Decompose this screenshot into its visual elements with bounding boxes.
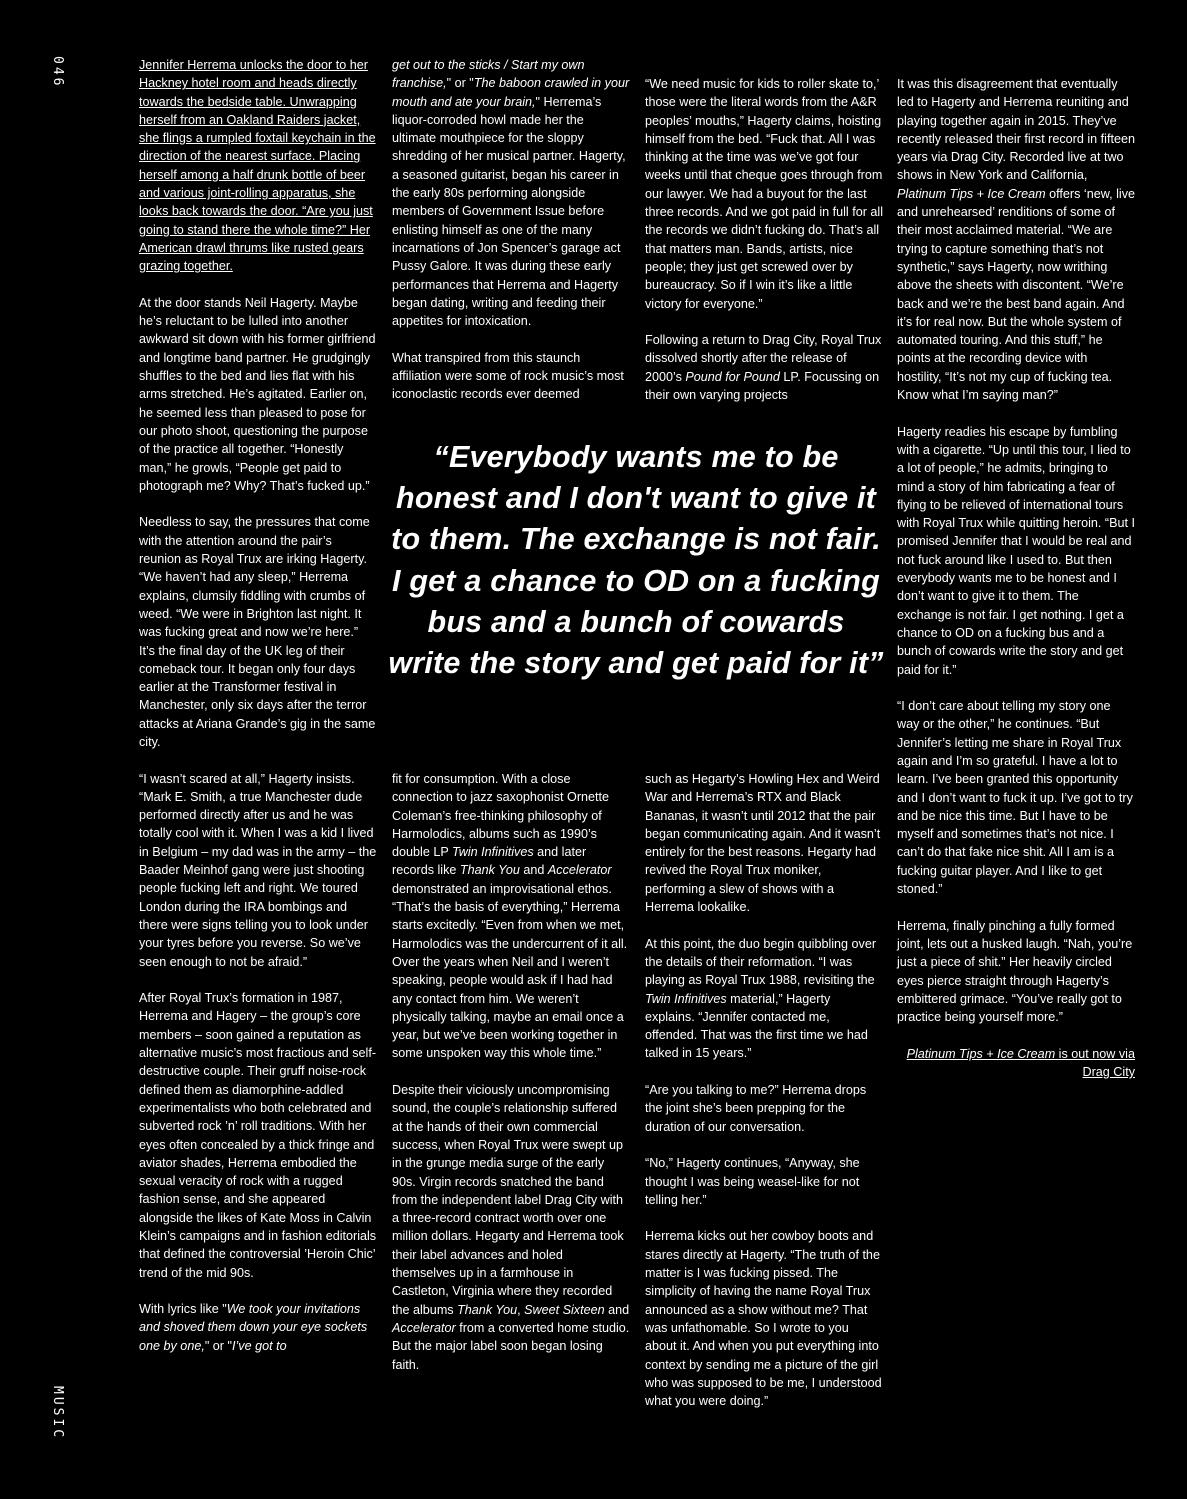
paragraph: It was this disagreement that eventually led to Hagerty and Herrema reuniting and playing together again in 2015. They’ve recently released their first record in fifteen years via Drag City. Recorded live at two shows in New York and California, Platinum Tips + Ice Cream offers ‘new, live and unrehearsed’ renditions of some of their most acclaimed material. “We are trying to capture something that’s not synthetic,” says Hagerty, now writhing above the sheets with discontent. “We’re back and we’re the best band again. And it’s for real now. But the whole system of automated touring. And this stuff,” he points at the recording device with hostility, “It’s not my cup of fucking tea. Know what I’m saying man?”	[897, 77, 1135, 403]
paragraph: Herrema kicks out her cowboy boots and stares directly at Hagerty. “The truth of the matter is I was fucking pissed. The simplicity of having the name Royal Trux announced as a show without me? That was unfathomable. So I wrote to you about it. And when you put everything into context by sending me a picture of the girl who was supposed to be me, I understood what you were doing.”	[645, 1229, 882, 1409]
paragraph: At the door stands Neil Hagerty. Maybe he’s reluctant to be lulled into another awkward sit down with his former girlfriend and longtime band partner. He grudgingly shuffles to the bed and lies flat with his arms stretched. He’s agitated. Earlier on, he seemed less than pleased to pose for our photo shoot, questioning the purpose of the practice all together. “Honestly man,” he growls, “People get paid to photograph me? Why? That’s fucked up.”	[139, 295, 376, 493]
pull-quote: “Everybody wants me to be honest and I don't want to give it to them. The exchange is not fair. I get a chance to OD on a fucking bus and a bunch of cowards write the story and get paid for it”	[388, 440, 884, 681]
paragraph: Herrema, finally pinching a fully formed joint, lets out a husked laugh. “Nah, you’re just a piece of shit.” Her heavily circled eyes pierce straight through Hagerty’s embittered grimace. “You’ve really got to practice being yourself more.”	[897, 918, 1133, 1025]
paragraph: “No,” Hagerty continues, “Anyway, she thought I was being weasel-like for not telling her.”	[645, 1156, 860, 1207]
section-label: MUSIC	[50, 1386, 65, 1441]
article-column-1	[139, 56, 377, 1355]
article-column-2-bottom	[392, 770, 630, 1374]
paragraph: Following a return to Drag City, Royal Trux dissolved shortly after the release of 2000’s Pound for Pound LP. Focussing on their own varying projects	[645, 333, 882, 403]
paragraph: Needless to say, the pressures that come with the attention around the pair’s reunion as Royal Trux are irking Hagerty. “We haven’t had any sleep,” Herrema explains, clumsily fiddling with crumbs of weed. “We were in Brighton last night. It was fucking great and now we’re here.” It’s the final day of the UK leg of their comeback tour. It began only four days earlier at the Transformer festival in Manchester, only six days after the terror attacks at Ariana Grande’s gig in the same city.	[139, 515, 376, 749]
intro-paragraph: Jennifer Herrema unlocks the door to her Hackney hotel room and heads directly towards the bedside table. Unwrapping herself from an Oakland Raiders jacket, she flings a rumpled foxtail keychain in the direction of the nearest surface. Placing herself among a half drunk bottle of beer and various joint-rolling apparatus, she looks back towards the door. “Are you just going to stand there the whole time?” Her American drawl thrums like rusted gears grazing together.	[139, 58, 376, 274]
paragraph: After Royal Trux’s formation in 1987, Herrema and Hagery – the group’s core members – soon gained a reputation as alternative music’s most fractious and self-destructive couple. Their gruff noise-rock defined them as diamorphine-addled experimentalists who both celebrated and subverted rock ’n’ roll traditions. With her eyes often concealed by a thick fringe and aviator shades, Herrema embodied the sexual veracity of rock with a rugged fashion sense, and she appeared alongside the likes of Kate Moss in Calvin Klein’s campaigns and in fashion editorials that defined the controversial ’Heroin Chic’ trend of the mid 90s.	[139, 991, 377, 1280]
article-column-2-top	[392, 56, 630, 404]
paragraph: such as Hegarty’s Howling Hex and Weird War and Herrema’s RTX and Black Bananas, it wasn’t until 2012 that the pair began communicating again. And it wasn’t entirely for the best reasons. Hegarty had revived the Royal Trux moniker, performing a slew of shows with a Herrema lookalike.	[645, 772, 881, 915]
paragraph: “I don’t care about telling my story one way or the other,” he continues. “But Jennifer’s letting me share in Royal Trux again and I’m so grateful. I have a lot to learn. I’ve been granted this opportunity and I don’t want to fuck it up. I’ve got to try and be nice this time. But I have to be myself and sometimes that’s not nice. I can’t do that fake nice shit. All I am is a fucking guitar player. And I like to get stoned.”	[897, 699, 1133, 897]
paragraph: Despite their viciously uncompromising sound, the couple’s relationship suffered at the hands of their own commercial success, when Royal Trux were swept up in the grunge media surge of the early 90s. Virgin records snatched the band from the independent label Drag City with a three-record contract worth over one million dollars. Hegarty and Herrema took their label advances and holed themselves up in a farmhouse in Castleton, Virginia where they recorded the albums Thank You, Sweet Sixteen and Accelerator from a converted home studio. But the major label soon began losing faith.	[392, 1083, 630, 1372]
release-credit: Platinum Tips + Ice Cream is out now via Drag City	[906, 1046, 1135, 1080]
paragraph: fit for consumption. With a close connection to jazz saxophonist Ornette Coleman’s free-thinking philosophy of Harmolodics, albums such as 1990’s double LP Twin Infinitives and later records like Thank You and Accelerator demonstrated an improvisational ethos. “That’s the basis of everything,” Herrema starts excitedly. “Even from when we met, Harmolodics was the undercurrent of it all. Over the years when Neil and I weren’t speaking, people would ask if I had had any contact from him. We weren’t physically talking, maybe an email once a year, but we’ve been working together in some unspoken way this whole time.”	[392, 772, 628, 1061]
paragraph: “I wasn’t scared at all,” Hagerty insists. “Mark E. Smith, a true Manchester dude performed directly after us and he was totally cool with it. When I was a kid I lived in Belgium – my dad was in the army – the Baader Meinhof gang were just shooting people fucking left and right. We toured London during the IRA bombings and there were signs telling you to look under your tyres before you reverse. So we’ve seen enough to not be afraid.”	[139, 771, 377, 969]
paragraph: With lyrics like "We took your invitations and shoved them down your eye sockets one by one," or "I’ve got to	[139, 1302, 368, 1353]
article-column-3-bottom	[645, 770, 883, 1410]
paragraph: “We need music for kids to roller skate to,’ those were the literal words from the A&R peoples’ mouths,” Hagerty claims, hoisting himself from the bed. “Fuck that. All I was thinking at the time was we’ve got four weeks until that cheque goes through from our lawyer. We had a buyout for the last three records. And we got paid in full for all the records we didn’t fucking do. That’s all that matters man. Bands, artists, nice people; they just get screwed over by bureaucracy. So if I win it’s like a little victory for everyone.”	[645, 77, 884, 311]
paragraph: What transpired from this staunch affiliation were some of rock music’s most iconoclastic records ever deemed	[392, 350, 624, 402]
page-number: 046	[50, 56, 65, 89]
paragraph: get out to the sticks / Start my own franchise," or "The baboon crawled in your mouth and ate your brain," Herrema’s liquor-corroded howl made her the ultimate mouthpiece for the sloppy shredding of her musical partner. Hagerty, a seasoned guitarist, began his career in the early 80s performing alongside members of Government Issue before enlisting himself as one of the many incarnations of Jon Spencer’s garage act Pussy Galore. It was during these early performances that Herrema and Hagerty began dating, writing and feeding their appetites for intoxication.	[392, 58, 630, 329]
paragraph: Hagerty readies his escape by fumbling with a cigarette. “Up until this tour, I lied to a lot of people,” he admits, bringing to mind a story of him fabricating a fear of flying to be relieved of international tours with Royal Trux while quitting heroin. “But I promised Jennifer that I would be real and not fuck around like I used to. But then everybody wants me to be honest and I don’t want to give it to them. The exchange is not fair. I get nothing. I get a chance to OD on a fucking bus and a bunch of cowards write the story and get paid for it.”	[897, 424, 1135, 677]
paragraph: “Are you talking to me?” Herrema drops the joint she’s been prepping for the duration of our conversation.	[645, 1083, 867, 1134]
paragraph: At this point, the duo begin quibbling over the details of their reformation. “I was playing as Royal Trux 1988, revisiting the Twin Infinitives material,” Hagerty explains. “Jennifer contacted me, offended. That was the first time we had talked in 15 years.”	[645, 936, 877, 1061]
article-column-4	[897, 75, 1135, 1081]
article-column-3-top	[645, 75, 883, 404]
